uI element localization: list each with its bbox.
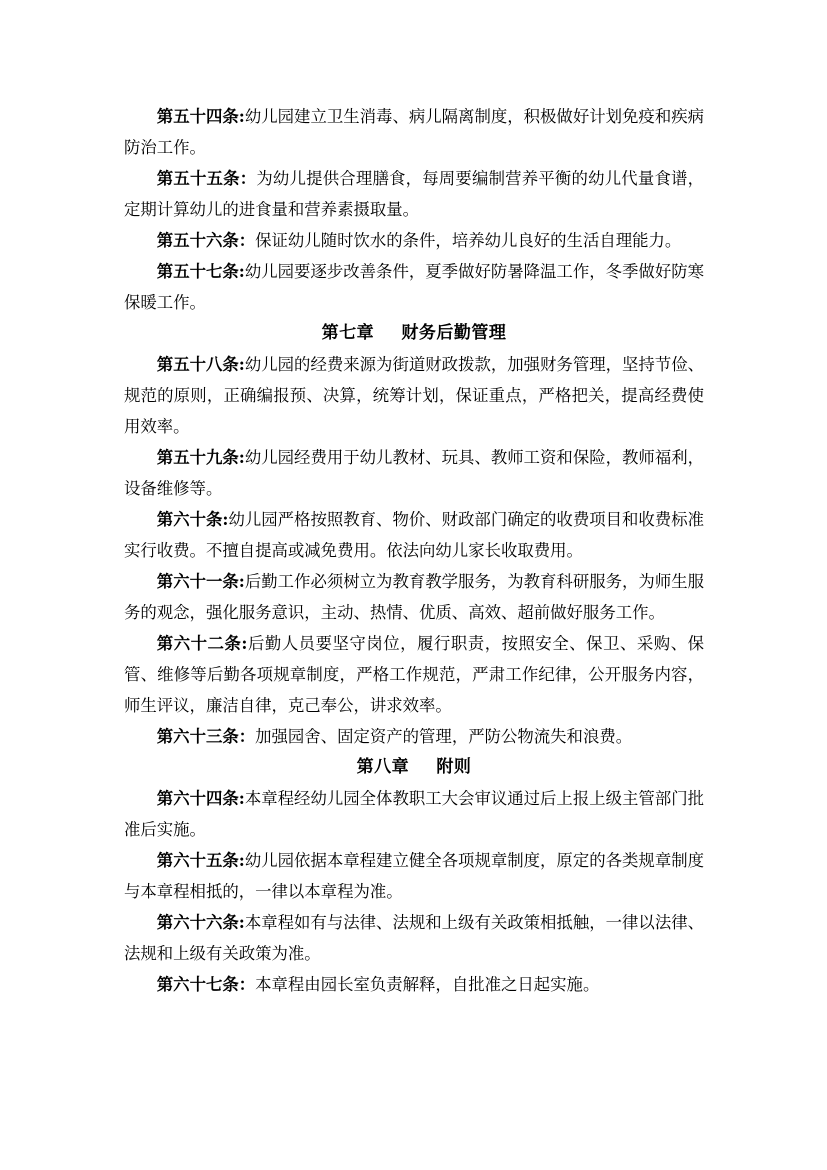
article-text: 为幼儿提供合理膳食，每周要编制营养平衡的幼儿代量食谱，定期计算幼儿的进食量和营养素摄取量。 xyxy=(124,169,705,219)
article-separator: ： xyxy=(239,169,257,188)
article-label: 第六十四条 xyxy=(156,789,239,808)
article-text: 幼儿园要逐步改善条件，夏季做好防暑降温工作，冬季做好防寒保暖工作。 xyxy=(124,262,705,312)
article-separator: ： xyxy=(238,231,256,250)
article-label: 第六十三条 xyxy=(156,727,239,746)
article-separator: : xyxy=(238,851,245,870)
article-label: 第六十二条 xyxy=(156,634,242,653)
article-separator: : xyxy=(238,355,245,374)
article-label: 第五十六条 xyxy=(156,231,239,250)
article-text: 保证幼儿随时饮水的条件，培养幼儿良好的生活自理能力。 xyxy=(255,231,682,250)
article-66 xyxy=(124,907,704,969)
article-text: 幼儿园经费用于幼儿教材、玩具、教师工资和保险，教师福利，设备维修等。 xyxy=(124,448,705,498)
article-58 xyxy=(124,349,704,442)
article-label: 第五十九条 xyxy=(156,448,239,467)
article-text: 加强园舍、固定资产的管理，严防公物流失和浪费。 xyxy=(255,727,633,746)
article-67 xyxy=(124,969,704,1000)
article-64 xyxy=(124,783,704,845)
article-text: 本章程如有与法律、法规和上级有关政策相抵触，一律以法律、法规和上级有关政策为准。 xyxy=(124,913,705,963)
chapter-number: 第八章 xyxy=(356,757,410,777)
article-text: 幼儿园建立卫生消毒、病儿隔离制度，积极做好计划免疫和疾病防治工作。 xyxy=(124,107,705,157)
article-label: 第五十七条 xyxy=(156,262,239,281)
article-separator: : xyxy=(238,789,245,808)
document-body xyxy=(124,101,704,1000)
article-separator: : xyxy=(238,572,245,591)
article-label: 第六十一条 xyxy=(156,572,239,591)
article-separator: : xyxy=(222,510,229,529)
chapter-title: 财务后勤管理 xyxy=(401,323,507,343)
article-text: 幼儿园严格按照教育、物价、财政部门确定的收费项目和收费标准实行收费。不擅自提高或减免费用。依法向幼儿家长收取费用。 xyxy=(124,510,704,560)
article-separator: : xyxy=(241,634,248,653)
article-56 xyxy=(124,225,704,256)
article-61 xyxy=(124,566,704,628)
article-text: 本章程经幼儿园全体教职工大会审议通过后上报上级主管部门批准后实施。 xyxy=(124,789,705,839)
article-65 xyxy=(124,845,704,907)
chapter-8-heading xyxy=(124,752,704,783)
article-text: 幼儿园依据本章程建立健全各项规章制度，原定的各类规章制度与本章程相抵的，一律以本章程为准。 xyxy=(124,851,705,901)
article-separator: : xyxy=(238,262,245,281)
article-60 xyxy=(124,504,704,566)
article-text: 后勤人员要坚守岗位，履行职责，按照安全、保卫、采购、保管、维修等后勤各项规章制度，严格工作规范，严肃工作纪律，公开服务内容，师生评议，廉洁自律，克己奉公，讲求效率。 xyxy=(124,634,705,715)
article-label: 第五十五条 xyxy=(156,169,240,188)
article-59 xyxy=(124,442,704,504)
article-label: 第六十六条 xyxy=(156,913,239,932)
article-62 xyxy=(124,628,704,721)
article-63 xyxy=(124,721,704,752)
article-54 xyxy=(124,101,704,163)
chapter-7-heading xyxy=(124,318,704,349)
article-label: 第六十五条 xyxy=(156,851,239,870)
article-separator: : xyxy=(238,448,245,467)
article-label: 第六十七条 xyxy=(156,975,239,994)
article-label: 第六十条 xyxy=(156,510,223,529)
article-label: 第五十八条 xyxy=(156,355,239,374)
article-label: 第五十四条 xyxy=(156,107,239,126)
article-text: 后勤工作必须树立为教育教学服务，为教育科研服务，为师生服务的观念，强化服务意识，主动、热情、优质、高效、超前做好服务工作。 xyxy=(124,572,705,622)
article-separator: : xyxy=(238,107,245,126)
article-separator: : xyxy=(238,913,245,932)
article-text: 本章程由园长室负责解释，自批准之日起实施。 xyxy=(255,975,600,994)
chapter-number: 第七章 xyxy=(321,323,375,343)
article-57 xyxy=(124,256,704,318)
article-separator: ： xyxy=(238,975,256,994)
article-text: 幼儿园的经费来源为街道财政拨款，加强财务管理，坚持节俭、规范的原则，正确编报预、决算，统筹计划，保证重点，严格把关，提高经费使用效率。 xyxy=(124,355,705,436)
article-55 xyxy=(124,163,704,225)
article-separator: ： xyxy=(238,727,256,746)
chapter-title: 附则 xyxy=(436,757,472,777)
